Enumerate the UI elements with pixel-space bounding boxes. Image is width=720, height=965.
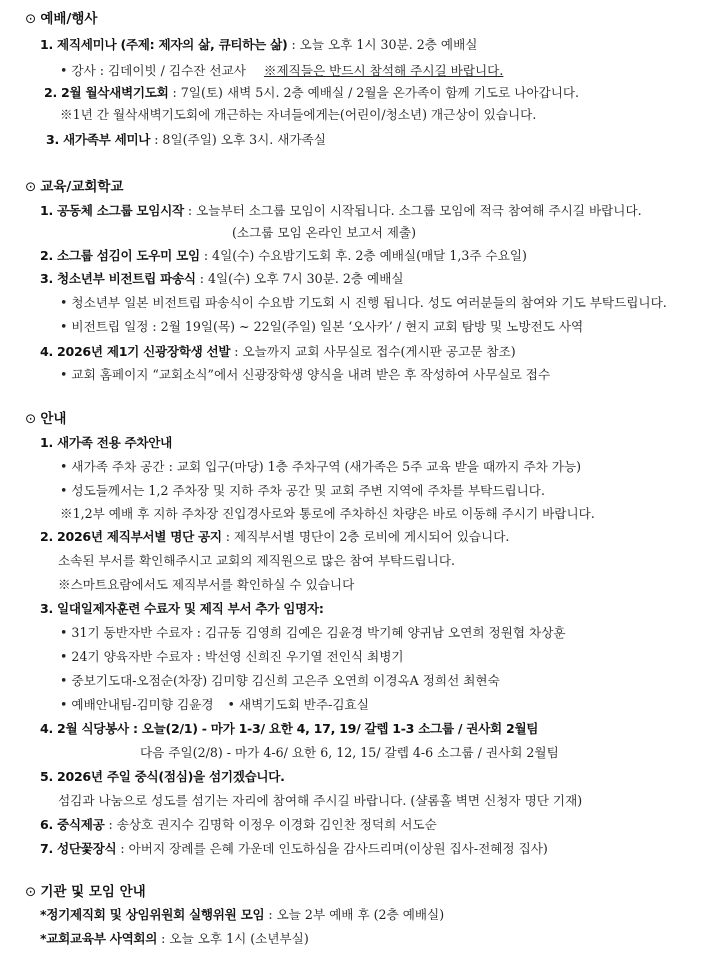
list-item: • 성도들께서는 1,2 주차장 및 지하 주차 공간 및 교회 주변 지역에 주차를 부탁드립니다. bbox=[60, 483, 545, 498]
list-item: 2. 소그룹 섬김이 도우미 모임 : 4일(수) 수요밤기도회 후. 2층 예배실(매달 1,3주 수요일) bbox=[40, 248, 527, 263]
list-item: 1. 공동체 소그룹 모임시작 : 오늘부터 소그룹 모임이 시작됩니다. 소그룹 모임에 적극 참여해 주시길 바랍니다. bbox=[40, 203, 642, 218]
list-item: • 비전트립 일정 : 2월 19일(목) ~ 22일(주일) 일본 ‘오사카’ / 현지 교회 탐방 및 노방전도 사역 bbox=[60, 319, 584, 334]
list-item: • 31기 동반자반 수료자 : 김규동 김영희 김예은 김윤경 박기혜 양귀남 오연희 정원협 차상훈 bbox=[60, 625, 566, 640]
list-item: 소속된 부서를 확인해주시고 교회의 제직원으로 많은 참여 부탁드립니다. bbox=[58, 553, 455, 568]
list-item: (소그룹 모임 온라인 보고서 제출) bbox=[232, 225, 416, 240]
section-heading-education: ⊙ 교육/교회학교 bbox=[25, 179, 124, 195]
list-item: 2. 2026년 제직부서별 명단 공지 : 제직부서별 명단이 2층 로비에 게시되어 있습니다. bbox=[40, 529, 510, 544]
section-heading-notices: ⊙ 안내 bbox=[25, 411, 67, 427]
list-item: • 24기 양육자반 수료자 : 박선영 신희진 우기열 전인식 최병기 bbox=[60, 649, 404, 664]
list-item: *교회교육부 사역회의 : 오늘 오후 1시 (소년부실) bbox=[40, 931, 309, 946]
list-item: • 청소년부 일본 비전트립 파송식이 수요밤 기도회 시 진행 됩니다. 성도 여러분들의 참여와 기도 부탁드립니다. bbox=[60, 295, 667, 310]
section-heading-worship: ⊙ 예배/행사 bbox=[25, 11, 98, 27]
list-item: • 중보기도대-오점순(차장) 김미향 김신희 고은주 오연희 이경옥A 정희선 최현숙 bbox=[60, 673, 500, 688]
list-item: 7. 성단꽃장식 : 아버지 장례를 은혜 가운데 인도하심을 감사드리며(이상원 집사-전혜정 집사) bbox=[40, 841, 548, 856]
list-item: • 강사 : 김데이빗 / 김수잔 선교사 ※제직들은 반드시 참석해 주시길 바랍니다. bbox=[60, 63, 504, 78]
circle-dot-icon: ⊙ bbox=[25, 179, 37, 195]
list-item: ※1,2부 예배 후 지하 주차장 진입경사로와 통로에 주차하신 차량은 바로 이동해 주시기 바랍니다. bbox=[60, 506, 595, 521]
circle-dot-icon: ⊙ bbox=[25, 11, 37, 27]
list-item: ※1년 간 월삭새벽기도회에 개근하는 자녀들에게는(어린이/청소년) 개근상이 있습니다. bbox=[60, 107, 537, 122]
list-item: • 예배안내팀-김미향 김윤경 • 새벽기도회 반주-김효실 bbox=[60, 697, 369, 712]
list-item: 3. 새가족부 세미나 : 8일(주일) 오후 3시. 새가족실 bbox=[46, 132, 326, 147]
list-item: 섬김과 나눔으로 성도를 섬기는 자리에 참여해 주시길 바랍니다. (샬롬홀 벽면 신청자 명단 기재) bbox=[58, 793, 583, 808]
list-item: • 새가족 주차 공간 : 교회 입구(마당) 1층 주차구역 (새가족은 5주 교육 받을 때까지 주차 가능) bbox=[60, 459, 582, 474]
list-item: 3. 청소년부 비전트립 파송식 : 4일(수) 오후 7시 30분. 2층 예배실 bbox=[40, 271, 404, 286]
list-item: 1. 제직세미나 (주제: 제자의 삶, 큐티하는 삶) : 오늘 오후 1시 30분. 2층 예배실 bbox=[40, 37, 478, 52]
list-item: 다음 주일(2/8) - 마가 4-6/ 요한 6, 12, 15/ 갈렙 4-6 소그룹 / 권사회 2월팀 bbox=[140, 745, 559, 760]
list-item: 4. 2026년 제1기 신광장학생 선발 : 오늘까지 교회 사무실로 접수(게시판 공고문 참조) bbox=[40, 344, 516, 359]
list-item: 4. 2월 식당봉사 : 오늘(2/1) - 마가 1-3/ 요한 4, 17, 19/ 갈렙 1-3 소그룹 / 권사회 2월팀 bbox=[40, 721, 539, 736]
list-item: • 교회 홈페이지 “교회소식”에서 신광장학생 양식을 내려 받은 후 작성하여 사무실로 접수 bbox=[60, 367, 551, 382]
list-item: 2. 2월 월삭새벽기도회 : 7일(토) 새벽 5시. 2층 예배실 / 2월을 온가족이 함께 기도로 나아갑니다. bbox=[44, 85, 580, 100]
list-item: *정기제직회 및 상임위원회 실행위원 모임 : 오늘 2부 예배 후 (2층 예배실) bbox=[40, 907, 445, 922]
circle-dot-icon: ⊙ bbox=[25, 411, 37, 427]
list-item: 6. 중식제공 : 송상호 권지수 김명학 이정우 이경화 김인찬 정덕희 서도순 bbox=[40, 817, 437, 832]
list-item: 3. 일대일제자훈련 수료자 및 제직 부서 추가 임명자: bbox=[40, 601, 324, 616]
circle-dot-icon: ⊙ bbox=[25, 884, 37, 900]
list-item: ※스마트요람에서도 제직부서를 확인하실 수 있습니다 bbox=[58, 577, 355, 592]
list-item: 1. 새가족 전용 주차안내 bbox=[40, 435, 172, 450]
list-item: 5. 2026년 주일 중식(점심)을 섬기겠습니다. bbox=[40, 769, 285, 784]
section-heading-groups: ⊙ 기관 및 모임 안내 bbox=[25, 884, 146, 900]
